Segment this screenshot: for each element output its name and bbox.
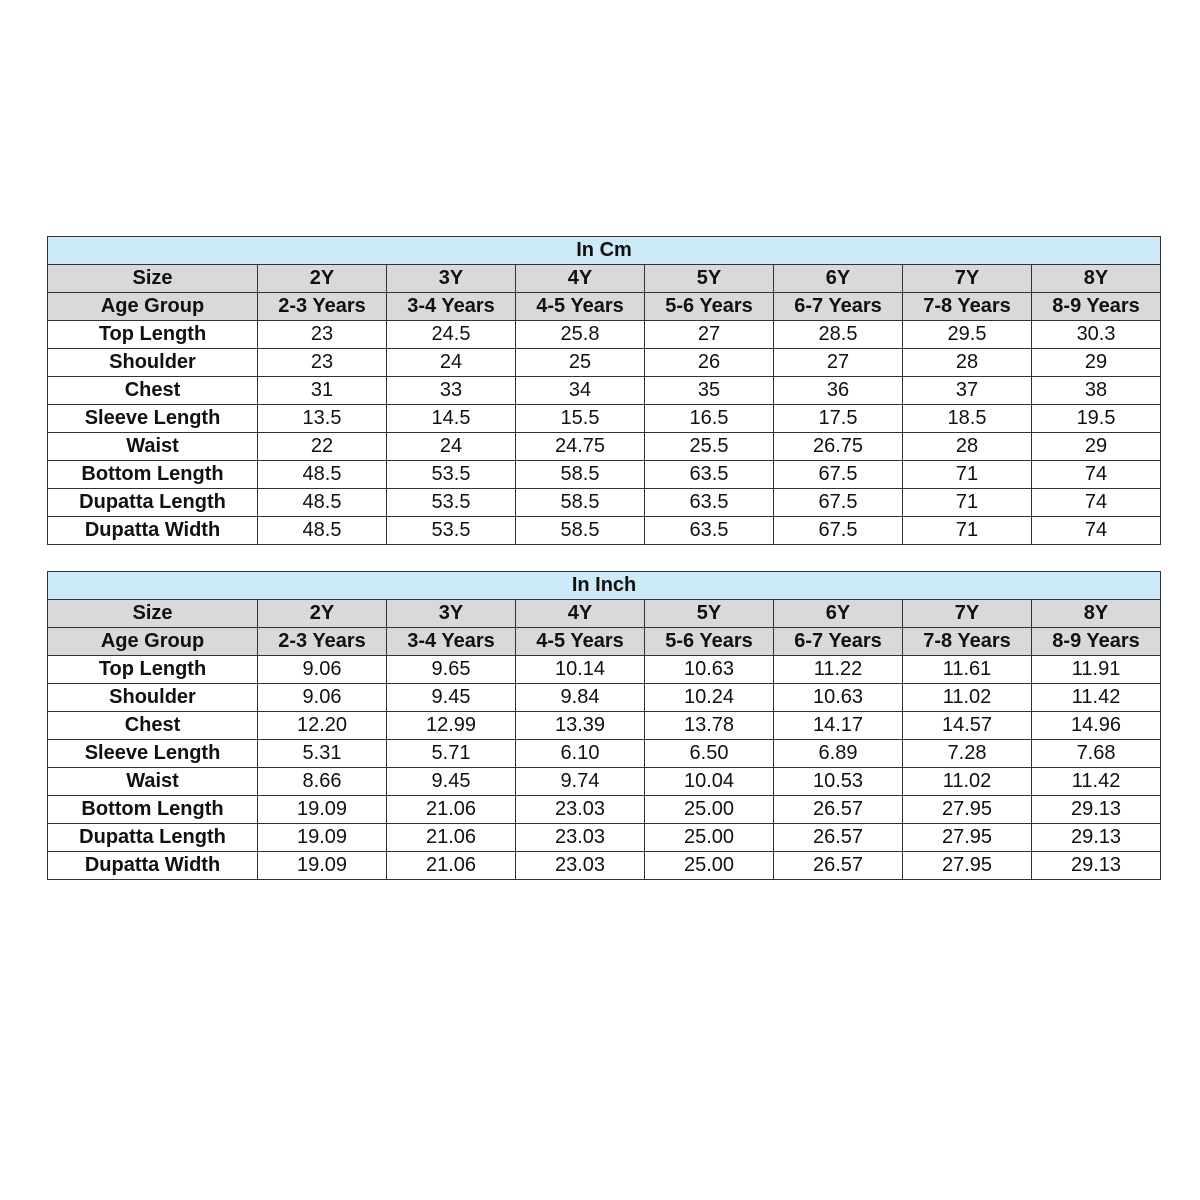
measurement-label: Top Length [48,656,258,684]
measurement-label: Shoulder [48,684,258,712]
measurement-value: 12.99 [387,712,516,740]
size-header-label: Size [48,265,258,293]
measurement-value: 48.5 [258,461,387,489]
measurement-label: Dupatta Length [48,489,258,517]
age-group-header-cell: 8-9 Years [1032,293,1161,321]
table-row [48,321,1161,349]
measurement-value: 58.5 [516,489,645,517]
table-row [48,489,1161,517]
size-chart-inch-table [47,571,1161,880]
measurement-value: 71 [903,517,1032,545]
measurement-value: 25.5 [645,433,774,461]
measurement-value: 28.5 [774,321,903,349]
age-group-header-row [48,293,1161,321]
size-header-row [48,600,1161,628]
size-header-label: Size [48,600,258,628]
measurement-value: 71 [903,489,1032,517]
measurement-value: 18.5 [903,405,1032,433]
size-header-cell: 2Y [258,600,387,628]
size-header-cell: 6Y [774,265,903,293]
measurement-value: 74 [1032,517,1161,545]
measurement-value: 37 [903,377,1032,405]
measurement-value: 14.17 [774,712,903,740]
measurement-value: 11.02 [903,684,1032,712]
table-row [48,768,1161,796]
measurement-value: 25.00 [645,796,774,824]
measurement-value: 9.45 [387,684,516,712]
measurement-value: 67.5 [774,461,903,489]
measurement-value: 26 [645,349,774,377]
measurement-value: 24.5 [387,321,516,349]
measurement-label: Waist [48,433,258,461]
measurement-label: Sleeve Length [48,740,258,768]
measurement-value: 9.74 [516,768,645,796]
measurement-value: 10.63 [645,656,774,684]
table-row [48,433,1161,461]
measurement-value: 10.24 [645,684,774,712]
age-group-header-cell: 3-4 Years [387,628,516,656]
measurement-value: 10.04 [645,768,774,796]
measurement-label: Dupatta Length [48,824,258,852]
measurement-label: Chest [48,377,258,405]
table-row [48,684,1161,712]
size-header-cell: 4Y [516,265,645,293]
measurement-value: 67.5 [774,517,903,545]
measurement-value: 29.13 [1032,824,1161,852]
table-row [48,824,1161,852]
measurement-value: 9.06 [258,656,387,684]
measurement-value: 16.5 [645,405,774,433]
measurement-value: 11.42 [1032,768,1161,796]
measurement-value: 27 [645,321,774,349]
measurement-value: 58.5 [516,517,645,545]
measurement-value: 5.71 [387,740,516,768]
measurement-value: 23.03 [516,796,645,824]
measurement-value: 53.5 [387,489,516,517]
measurement-value: 58.5 [516,461,645,489]
measurement-value: 25.8 [516,321,645,349]
measurement-value: 9.84 [516,684,645,712]
measurement-value: 11.22 [774,656,903,684]
age-group-header-cell: 5-6 Years [645,293,774,321]
measurement-label: Sleeve Length [48,405,258,433]
measurement-value: 26.57 [774,824,903,852]
measurement-value: 14.96 [1032,712,1161,740]
measurement-value: 29.5 [903,321,1032,349]
measurement-value: 14.5 [387,405,516,433]
measurement-value: 67.5 [774,489,903,517]
measurement-value: 24 [387,433,516,461]
age-group-header-cell: 5-6 Years [645,628,774,656]
size-header-cell: 8Y [1032,265,1161,293]
measurement-label: Waist [48,768,258,796]
measurement-label: Top Length [48,321,258,349]
measurement-value: 6.10 [516,740,645,768]
measurement-value: 35 [645,377,774,405]
size-header-cell: 5Y [645,600,774,628]
measurement-value: 29 [1032,433,1161,461]
age-group-header-cell: 7-8 Years [903,293,1032,321]
size-header-cell: 3Y [387,600,516,628]
measurement-value: 38 [1032,377,1161,405]
measurement-value: 27.95 [903,852,1032,880]
measurement-value: 27 [774,349,903,377]
size-header-cell: 2Y [258,265,387,293]
table-title-row [48,237,1161,265]
measurement-value: 29.13 [1032,796,1161,824]
measurement-value: 9.06 [258,684,387,712]
measurement-value: 63.5 [645,517,774,545]
table-row [48,405,1161,433]
age-group-header-cell: 3-4 Years [387,293,516,321]
measurement-value: 29.13 [1032,852,1161,880]
age-group-header-cell: 7-8 Years [903,628,1032,656]
table-row [48,349,1161,377]
age-group-header-row [48,628,1161,656]
table-title-row [48,572,1161,600]
measurement-value: 17.5 [774,405,903,433]
measurement-value: 19.09 [258,824,387,852]
measurement-value: 7.28 [903,740,1032,768]
measurement-value: 63.5 [645,461,774,489]
measurement-value: 23 [258,321,387,349]
measurement-value: 10.63 [774,684,903,712]
measurement-value: 7.68 [1032,740,1161,768]
size-chart-cm-table [47,236,1161,545]
table-row [48,796,1161,824]
measurement-value: 25 [516,349,645,377]
measurement-value: 26.57 [774,796,903,824]
measurement-value: 26.57 [774,852,903,880]
age-group-header-cell: 4-5 Years [516,628,645,656]
measurement-value: 28 [903,433,1032,461]
measurement-value: 8.66 [258,768,387,796]
measurement-value: 74 [1032,461,1161,489]
measurement-value: 27.95 [903,796,1032,824]
measurement-value: 27.95 [903,824,1032,852]
measurement-value: 21.06 [387,824,516,852]
measurement-value: 63.5 [645,489,774,517]
measurement-value: 33 [387,377,516,405]
measurement-value: 34 [516,377,645,405]
table-row [48,740,1161,768]
size-header-cell: 7Y [903,265,1032,293]
measurement-value: 23 [258,349,387,377]
measurement-value: 10.14 [516,656,645,684]
measurement-value: 21.06 [387,852,516,880]
measurement-value: 48.5 [258,517,387,545]
measurement-value: 28 [903,349,1032,377]
table-title: In Cm [48,237,1161,265]
measurement-value: 36 [774,377,903,405]
measurement-label: Dupatta Width [48,852,258,880]
age-group-header-cell: 2-3 Years [258,293,387,321]
measurement-value: 6.89 [774,740,903,768]
age-group-header-cell: 2-3 Years [258,628,387,656]
measurement-value: 21.06 [387,796,516,824]
measurement-value: 31 [258,377,387,405]
age-group-header-cell: 6-7 Years [774,628,903,656]
measurement-value: 13.78 [645,712,774,740]
measurement-value: 10.53 [774,768,903,796]
measurement-value: 9.45 [387,768,516,796]
measurement-value: 12.20 [258,712,387,740]
measurement-value: 53.5 [387,517,516,545]
measurement-value: 25.00 [645,824,774,852]
age-group-header-cell: 6-7 Years [774,293,903,321]
measurement-value: 14.57 [903,712,1032,740]
measurement-value: 29 [1032,349,1161,377]
measurement-value: 6.50 [645,740,774,768]
age-group-header-label: Age Group [48,628,258,656]
measurement-value: 13.39 [516,712,645,740]
size-header-cell: 8Y [1032,600,1161,628]
size-header-cell: 7Y [903,600,1032,628]
measurement-value: 30.3 [1032,321,1161,349]
age-group-header-cell: 8-9 Years [1032,628,1161,656]
measurement-value: 24.75 [516,433,645,461]
measurement-value: 19.5 [1032,405,1161,433]
measurement-value: 23.03 [516,852,645,880]
measurement-value: 22 [258,433,387,461]
size-header-cell: 6Y [774,600,903,628]
table-row [48,656,1161,684]
measurement-value: 24 [387,349,516,377]
measurement-value: 5.31 [258,740,387,768]
measurement-value: 74 [1032,489,1161,517]
size-header-cell: 4Y [516,600,645,628]
table-row [48,517,1161,545]
measurement-value: 71 [903,461,1032,489]
table-row [48,712,1161,740]
measurement-value: 48.5 [258,489,387,517]
measurement-value: 25.00 [645,852,774,880]
measurement-value: 11.91 [1032,656,1161,684]
measurement-label: Shoulder [48,349,258,377]
measurement-label: Chest [48,712,258,740]
size-header-cell: 5Y [645,265,774,293]
measurement-value: 13.5 [258,405,387,433]
table-row [48,852,1161,880]
measurement-value: 15.5 [516,405,645,433]
table-title: In Inch [48,572,1161,600]
age-group-header-label: Age Group [48,293,258,321]
measurement-value: 19.09 [258,852,387,880]
measurement-value: 23.03 [516,824,645,852]
measurement-label: Dupatta Width [48,517,258,545]
measurement-value: 11.02 [903,768,1032,796]
measurement-value: 19.09 [258,796,387,824]
size-header-row [48,265,1161,293]
measurement-label: Bottom Length [48,796,258,824]
table-row [48,461,1161,489]
measurement-value: 53.5 [387,461,516,489]
measurement-value: 26.75 [774,433,903,461]
size-header-cell: 3Y [387,265,516,293]
age-group-header-cell: 4-5 Years [516,293,645,321]
table-row [48,377,1161,405]
measurement-value: 9.65 [387,656,516,684]
measurement-value: 11.61 [903,656,1032,684]
measurement-label: Bottom Length [48,461,258,489]
measurement-value: 11.42 [1032,684,1161,712]
